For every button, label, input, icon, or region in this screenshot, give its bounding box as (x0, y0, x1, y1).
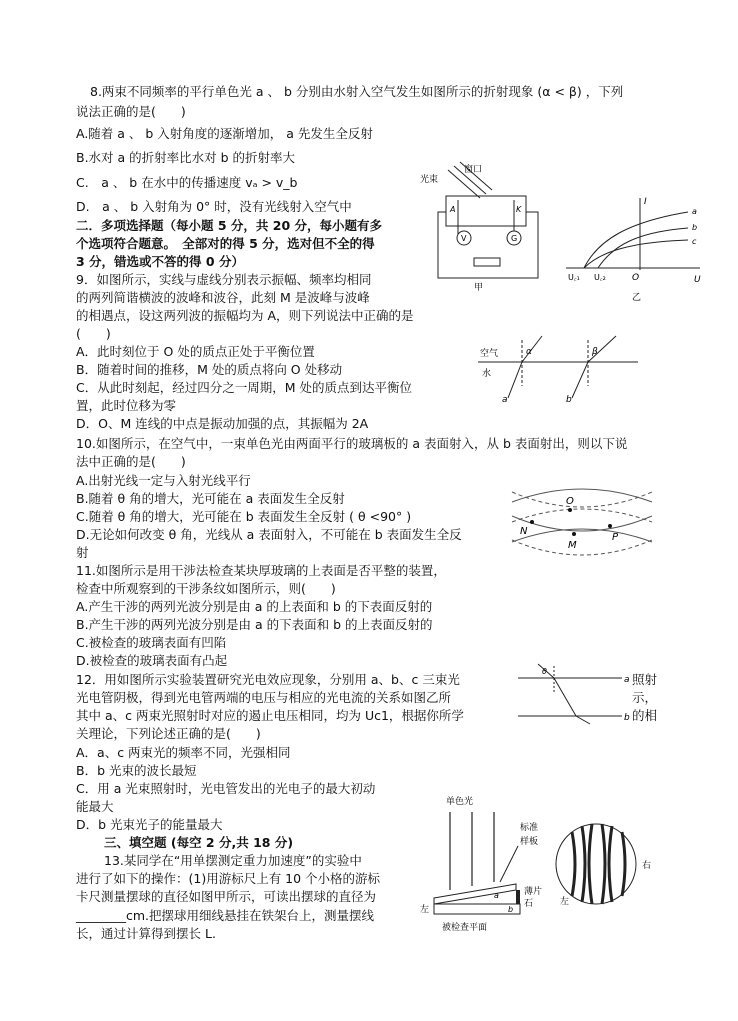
surface-b-label: b (624, 713, 630, 723)
q9-option-a: A．此时刻位于 O 处的质点正处于平衡位置 (76, 344, 315, 359)
galvanometer-label: G (511, 234, 518, 243)
curve-a-label: a (692, 207, 697, 216)
q11-option-a: A.产生干涉的两列光波分别是由 a 的上表面和 b 的下表面反射的 (76, 599, 433, 614)
curve-c-label: c (692, 237, 697, 246)
q8-option-d: D. a 、 b 入射角为 0° 时，没有光线射入空气中 (76, 199, 352, 214)
beta-label: β (592, 347, 598, 357)
photoelectric-figure (418, 160, 708, 303)
plate-a-label: a (494, 891, 499, 900)
beam-label: 光束 (420, 175, 439, 185)
q12-stem-line2-tail: 示， (632, 690, 658, 705)
surface-a-label: a (624, 675, 630, 685)
origin-label: O (632, 273, 640, 283)
q12-stem-line3: 其中 a、c 两束光照射时对应的遏止电压相同，均为 Uc1，根据你所学 (76, 708, 464, 723)
uc1-label: U꜀₁ (568, 273, 580, 282)
section2-heading-line1: 二．多项选择题（每小题 5 分，共 20 分，每小题有多 (76, 218, 383, 233)
q9-stem-line4: ( ) (76, 326, 111, 341)
voltmeter-label: V (461, 234, 467, 243)
point-o-label: O (566, 496, 574, 507)
water-label: 水 (482, 369, 492, 379)
q12-option-c-line2: 能最大 (76, 799, 114, 814)
i-axis-label: I (644, 197, 647, 207)
point-o (568, 508, 572, 512)
cathode-label: K (516, 205, 522, 214)
standard-plate-label-1: 标准 (520, 823, 539, 833)
q9-option-c-line2: 置，此时位移为零 (76, 398, 177, 413)
thin-sheet-label-2: 石 (524, 899, 534, 909)
q13-stem-line3: 卡尺测量摆球的直径如图甲所示，可读出摆球的直径为 (76, 889, 377, 904)
standard-plate-label-2: 样板 (520, 837, 539, 847)
checked-surface-label: 被检查平面 (442, 923, 488, 933)
plate-pointer (500, 846, 518, 882)
standard-plate (434, 884, 516, 904)
q9-option-d: D．O、M 连线的中点是振动加强的点，其振幅为 2A (76, 416, 369, 431)
q9-stem-line2: 的两列简谐横波的波峰和波谷，此刻 M 是波峰与波峰 (76, 290, 370, 305)
q12-option-b: B．b 光束的波长最短 (76, 763, 197, 778)
curve-b-label: b (692, 223, 698, 232)
q8-stem-line2: 说法正确的是( ) (76, 104, 186, 119)
plate-b-label: b (508, 905, 514, 914)
q10-option-c: C.随着 θ 角的增大，光可能在 b 表面发生全反射 ( θ <90° ) (76, 509, 412, 524)
q12-stem-line4: 关理论，下列论述正确的是( ) (76, 726, 261, 741)
thin-film-figure (420, 790, 700, 940)
q10-option-d-line1: D.无论如何改变 θ 角，光线从 a 表面射入，不可能在 b 表面发生全反 (76, 527, 462, 542)
q12-option-d: D．b 光束光子的能量最大 (76, 817, 223, 832)
q10-stem-line1: 10.如图所示，在空气中，一束单色光由两面平行的玻璃板的 a 表面射入，从 b 表面射出，则以下说 (76, 436, 628, 451)
q12-stem-line3-tail: 的相 (632, 708, 658, 723)
q11-option-b: B.产生干涉的两列光波分别是由 a 的下表面和 b 的上表面反射的 (76, 617, 433, 632)
curve-a (584, 212, 688, 268)
q12-stem-line1: 12．用如图所示实验装置研究光电效应现象，分别用 a、b、c 三束光 (76, 672, 460, 687)
iu-graph (566, 198, 700, 270)
refracted-ray (554, 678, 576, 716)
section3-heading: 三、填空题 (每空 2 分,共 18 分) (104, 835, 294, 850)
fringe-left-label: 左 (560, 897, 570, 907)
point-n (530, 520, 534, 524)
wave-interference-figure (512, 482, 652, 572)
thin-sheet-label-1: 薄片 (524, 887, 543, 897)
rheostat (474, 258, 500, 266)
q8-option-a: A.随着 a 、 b 入射角度的逐渐增加， a 先发生全反射 (76, 126, 373, 141)
q8-option-c: C. a 、 b 在水中的传播速度 vₐ > v_b (76, 175, 298, 190)
q13-stem-line1: 13.某同学在“用单摆测定重力加速度”的实验中 (104, 853, 362, 868)
alpha-label: α (526, 347, 532, 357)
light-label: 单色光 (446, 797, 474, 807)
curve-c (584, 240, 688, 268)
q11-stem-line1: 11.如图所示是用干涉法检查某块厚玻璃的上表面是否平整的装置， (76, 563, 446, 578)
q12-stem-line2: 光电管阴极，得到光电管两端的电压与相应的光电流的关系如图乙所 (76, 690, 452, 705)
q10-option-d-line2: 射 (76, 545, 89, 560)
glass-slab-figure (518, 664, 630, 724)
q8-stem-line1: 8.两束不同频率的平行单色光 a 、 b 分别由水射入空气发生如图所示的折射现象 (α < β) ，下列 (90, 84, 624, 99)
incident-light-lines (450, 812, 494, 890)
point-p (608, 524, 612, 528)
ray-a-label: a (502, 395, 508, 405)
ray-a-out (522, 336, 542, 362)
q13-stem-line4: ________cm.把摆球用细线悬挂在铁架台上，测量摆线 (76, 908, 375, 923)
left-label: 左 (420, 905, 430, 915)
q10-stem-line2: 法中正确的是( ) (76, 454, 186, 469)
window-label: 窗口 (464, 165, 483, 175)
point-m-label: M (568, 540, 577, 551)
circuit-wires (438, 212, 538, 278)
q9-stem-line3: 的相遇点，设这两列波的振幅均为 A，则下列说法中正确的是 (76, 308, 414, 323)
q10-option-a: A.出射光线一定与入射光线平行 (76, 473, 251, 488)
section2-heading-line3: 3 分，错选或不答的得 0 分） (76, 254, 244, 269)
fringe-right-label: 右 (642, 861, 652, 871)
q11-stem-line2: 检查中所观察到的干涉条纹如图所示，则( ) (76, 581, 336, 596)
curve-b (598, 228, 688, 268)
ray-a-in (508, 362, 522, 398)
point-m (572, 532, 576, 536)
q10-option-b: B.随着 θ 角的增大，光可能在 a 表面发生全反射 (76, 491, 345, 506)
uc2-label: U꜀₂ (594, 273, 606, 282)
anode-label: A (450, 205, 456, 214)
q13-stem-line5: 长，通过计算得到摆长 L. (76, 926, 216, 941)
q9-stem-line1: 9．如图所示，实线与虚线分别表示振幅、频率均相同 (76, 272, 372, 287)
thin-sheet (516, 890, 520, 904)
figure-jia-label: 甲 (474, 283, 484, 293)
point-p-label: P (612, 532, 619, 543)
q8-option-b: B.水对 a 的折射率比水对 b 的折射率大 (76, 150, 296, 165)
exit-ray (576, 716, 590, 724)
q11-option-d: D.被检查的玻璃表面有凸起 (76, 653, 228, 668)
q12-option-c-line1: C．用 a 光束照射时，光电管发出的光电子的最大初动 (76, 781, 376, 796)
q12-stem-line1-tail: 照射 (632, 672, 658, 687)
figure-yi-label: 乙 (632, 293, 642, 303)
u-axis-label: U (694, 275, 701, 285)
point-n-label: N (520, 526, 528, 537)
q9-option-c-line1: C．从此时刻起，经过四分之一周期，M 处的质点到达平衡位 (76, 380, 412, 395)
theta-label: θ (542, 667, 547, 676)
q11-option-c: C.被检查的玻璃表面有凹陷 (76, 635, 227, 650)
ray-b-label: b (566, 395, 572, 405)
q12-option-a: A．a、c 两束光的频率不同，光强相同 (76, 745, 291, 760)
air-label: 空气 (480, 349, 499, 359)
q13-stem-line2: 进行了如下的操作：(1)用游标尺上有 10 个小格的游标 (76, 871, 381, 886)
section2-heading-line2: 个选项符合题意。 全部对的得 5 分，选对但不全的得 (76, 236, 375, 251)
q9-option-b: B．随着时间的推移，M 处的质点将向 O 处移动 (76, 362, 343, 377)
ray-b-in (572, 362, 588, 398)
refraction-figure (478, 336, 638, 408)
